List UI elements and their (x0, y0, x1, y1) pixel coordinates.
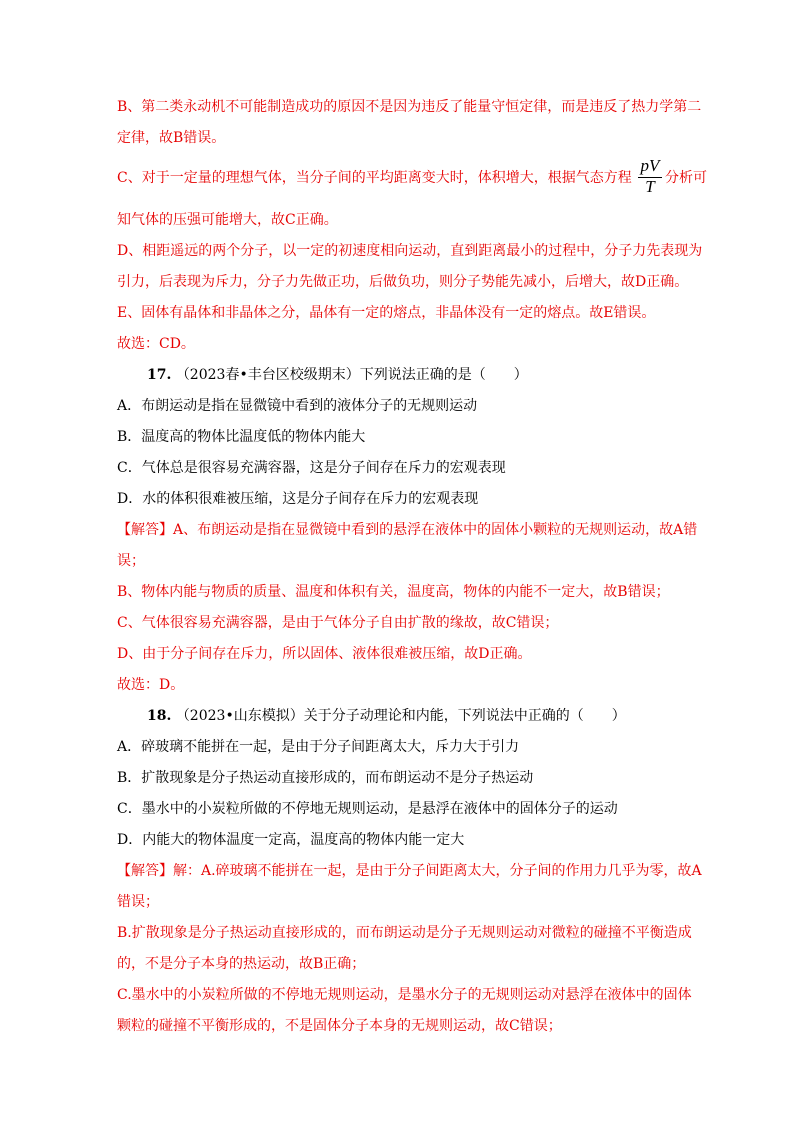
solution-label: 【解答】 (117, 522, 173, 538)
solution-16-d-line1: D、相距遥远的两个分子，以一定的初速度相向运动，直到距离最小的过程中，分子力先表现为 (117, 243, 703, 259)
question-17-solution-a-line1 (117, 520, 697, 540)
question-18-solution-c-line1: C.墨水中的小炭粒所做的不停地无规则运动，是墨水分子的无规则运动对悬浮在液体中的固体 (117, 987, 692, 1003)
fraction-numerator: pV (640, 156, 660, 175)
question-18-solution-a-line2: 错误； (117, 894, 159, 910)
solution-17-a-text: A、布朗运动是指在显微镜中看到的悬浮在液体中的固体小颗粒的无规则运动，故A错 (173, 522, 698, 538)
solution-16-d-line2: 引力，后表现为斥力，分子力先做正功，后做负功，则分子势能先减小，后增大，故D正确。 (117, 274, 689, 290)
solution-16-answer: 故选：CD。 (117, 336, 195, 352)
question-18-text: （2023•山东模拟）关于分子动理论和内能，下列说法中正确的（ ） (175, 708, 626, 724)
question-17-number: 17. (147, 367, 172, 383)
question-18-number: 18. (147, 708, 172, 724)
gas-equation-fraction (637, 157, 663, 199)
fraction-denominator: T (645, 177, 655, 196)
question-18-solution-a-line1 (117, 861, 702, 881)
question-18-solution-c-line2: 颗粒的碰撞不平衡形成的，不是固体分子本身的无规则运动，故C错误； (117, 1018, 562, 1034)
question-17-stem (147, 365, 528, 385)
question-18-option-c: C．墨水中的小炭粒所做的不停地无规则运动，是悬浮在液体中的固体分子的运动 (117, 801, 618, 817)
solution-label: 【解答】 (117, 863, 173, 879)
question-18-solution-b-line1: B.扩散现象是分子热运动直接形成的，而布朗运动是分子无规则运动对微粒的碰撞不平衡造成 (117, 925, 692, 941)
question-17-option-d: D．水的体积很难被压缩，这是分子间存在斥力的宏观表现 (117, 491, 479, 507)
solution-16-c-line1 (117, 168, 632, 188)
solution-16-c-line2: 知气体的压强可能增大，故C正确。 (117, 212, 338, 228)
question-17-solution-d: D、由于分子间存在斥力，所以固体、液体很难被压缩，故D正确。 (117, 646, 532, 662)
solution-18-a-text: 解：A.碎玻璃不能拼在一起，是由于分子间距离太大，分子间的作用力几乎为零，故A (173, 863, 702, 879)
question-17-answer: 故选：D。 (117, 677, 185, 693)
solution-16-c-text-post: 分析可 (665, 170, 707, 186)
solution-16-b-line1: B、第二类永动机不可能制造成功的原因不是因为违反了能量守恒定律，而是违反了热力学第二 (117, 99, 702, 115)
question-18-option-b: B．扩散现象是分子热运动直接形成的，而布朗运动不是分子热运动 (117, 770, 534, 786)
question-17-option-c: C．气体总是很容易充满容器，这是分子间存在斥力的宏观表现 (117, 460, 506, 476)
question-17-text: （2023春•丰台区校级期末）下列说法正确的是（ ） (175, 367, 528, 383)
question-18-solution-b-line2: 的，不是分子本身的热运动，故B正确； (117, 956, 366, 972)
question-17-solution-b: B、物体内能与物质的质量、温度和体积有关，温度高，物体的内能不一定大，故B错误； (117, 584, 670, 600)
question-18-stem (147, 706, 626, 726)
question-17-solution-a-line2: 误； (117, 553, 145, 569)
question-18-option-a: A．碎玻璃不能拼在一起，是由于分子间距离太大，斥力大于引力 (117, 739, 520, 755)
solution-16-c-text: C、对于一定量的理想气体，当分子间的平均距离变大时，体积增大，根据气态方程 (117, 170, 632, 186)
solution-16-b-line2: 定律，故B错误。 (117, 130, 226, 146)
question-17-option-b: B．温度高的物体比温度低的物体内能大 (117, 429, 366, 445)
question-18-option-d: D．内能大的物体温度一定高，温度高的物体内能一定大 (117, 832, 465, 848)
question-17-solution-c: C、气体很容易充满容器，是由于气体分子自由扩散的缘故，故C错误； (117, 615, 559, 631)
solution-16-e-line: E、固体有晶体和非晶体之分，晶体有一定的熔点，非晶体没有一定的熔点。故E错误。 (117, 305, 656, 321)
question-17-option-a: A．布朗运动是指在显微镜中看到的液体分子的无规则运动 (117, 398, 478, 414)
